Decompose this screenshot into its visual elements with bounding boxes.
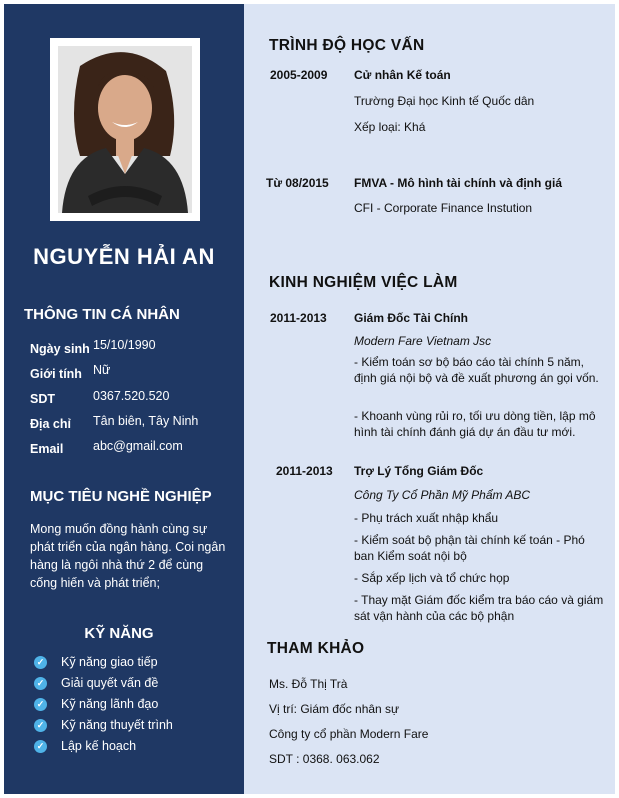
skill-item [34, 697, 158, 711]
skill-label: Giải quyết vấn đề [61, 676, 159, 690]
skill-label: Kỹ năng giao tiếp [61, 655, 158, 669]
main-content [244, 4, 615, 794]
job-title: Trợ Lý Tổng Giám Đốc [354, 464, 484, 478]
skill-item [34, 655, 158, 669]
job-duty: - Kiểm toán sơ bộ báo cáo tài chính 5 năm, định giá nội bộ và đề xuất phương án gọi vốn. [354, 355, 599, 385]
job-title: Giám Đốc Tài Chính [354, 311, 469, 325]
email-label: Email [30, 442, 64, 456]
personal-info-heading: THÔNG TIN CÁ NHÂN [24, 306, 180, 323]
experience-period: 2011-2013 [270, 311, 327, 325]
check-icon: ✓ [34, 719, 47, 732]
job-duty: - Khoanh vùng rủi ro, tối ưu dòng tiền, lập mô hình tài chính đánh giá dự án đầu tư mới. [354, 409, 596, 439]
experience-heading: KINH NGHIỆM VIỆC LÀM [269, 274, 458, 291]
skill-label: Kỹ năng lãnh đạo [61, 697, 159, 711]
company-name: Công Ty Cổ Phần Mỹ Phẩm ABC [354, 488, 531, 502]
education-line: Xếp loại: Khá [354, 120, 426, 134]
job-duty: - Sắp xếp lịch và tổ chức họp [354, 571, 510, 585]
phone-value: 0367.520.520 [93, 389, 170, 403]
gender-label: Giới tính [30, 367, 82, 381]
profile-photo-frame [50, 38, 200, 221]
sidebar [4, 4, 244, 794]
objective-heading: MỤC TIÊU NGHỀ NGHIỆP [30, 488, 212, 505]
reference-line: Vị trí: Giám đốc nhân sự [269, 702, 400, 716]
check-icon: ✓ [34, 740, 47, 753]
candidate-name: NGUYỄN HẢI AN [33, 244, 215, 269]
skill-label: Kỹ năng thuyết trình [61, 718, 173, 732]
education-period: Từ 08/2015 [266, 176, 329, 190]
reference-line: SDT : 0368. 063.062 [269, 752, 380, 766]
skill-label: Lập kế hoạch [61, 739, 137, 753]
experience-period: 2011-2013 [276, 464, 333, 478]
skills-heading: KỸ NĂNG [84, 625, 154, 642]
reference-line: Công ty cổ phần Modern Fare [269, 727, 429, 741]
check-icon: ✓ [34, 698, 47, 711]
education-title: Cử nhân Kế toán [354, 68, 451, 82]
objective-text: Mong muốn đồng hành cùng sự phát triển của ngân hàng. Coi ngân hàng là ngôi nhà thứ 2 để cùng cống hiến và phát triển; [30, 522, 226, 590]
check-icon: ✓ [34, 656, 47, 669]
education-title: FMVA - Mô hình tài chính và định giá [354, 176, 562, 190]
profile-photo [58, 46, 192, 213]
dob-value: 15/10/1990 [93, 338, 156, 352]
education-line: CFI - Corporate Finance Instution [354, 201, 533, 215]
email-value[interactable]: abc@gmail.com [93, 439, 183, 453]
education-heading: TRÌNH ĐỘ HỌC VẤN [269, 37, 425, 54]
check-icon: ✓ [34, 677, 47, 690]
reference-heading: THAM KHẢO [267, 640, 365, 657]
company-name: Modern Fare Vietnam Jsc [354, 334, 492, 348]
education-period: 2005-2009 [270, 68, 328, 82]
job-duty: - Kiểm soát bộ phận tài chính kế toán - Phó ban Kiểm soát nội bộ [354, 533, 585, 563]
dob-label: Ngày sinh [30, 342, 90, 356]
job-duty: - Thay mặt Giám đốc kiểm tra báo cáo và giám sát vận hành của các bộ phận [354, 593, 604, 623]
reference-line: Ms. Đỗ Thị Trà [269, 677, 348, 691]
skill-item [34, 718, 173, 732]
address-value: Tân biên, Tây Ninh [93, 414, 199, 428]
job-duty: - Phụ trách xuất nhập khẩu [354, 511, 499, 525]
skill-item [34, 676, 158, 690]
address-label: Địa chỉ [30, 417, 71, 431]
phone-label: SDT [30, 392, 55, 406]
education-line: Trường Đại học Kinh tế Quốc dân [354, 94, 535, 108]
skill-item [34, 739, 136, 753]
gender-value: Nữ [93, 363, 111, 377]
